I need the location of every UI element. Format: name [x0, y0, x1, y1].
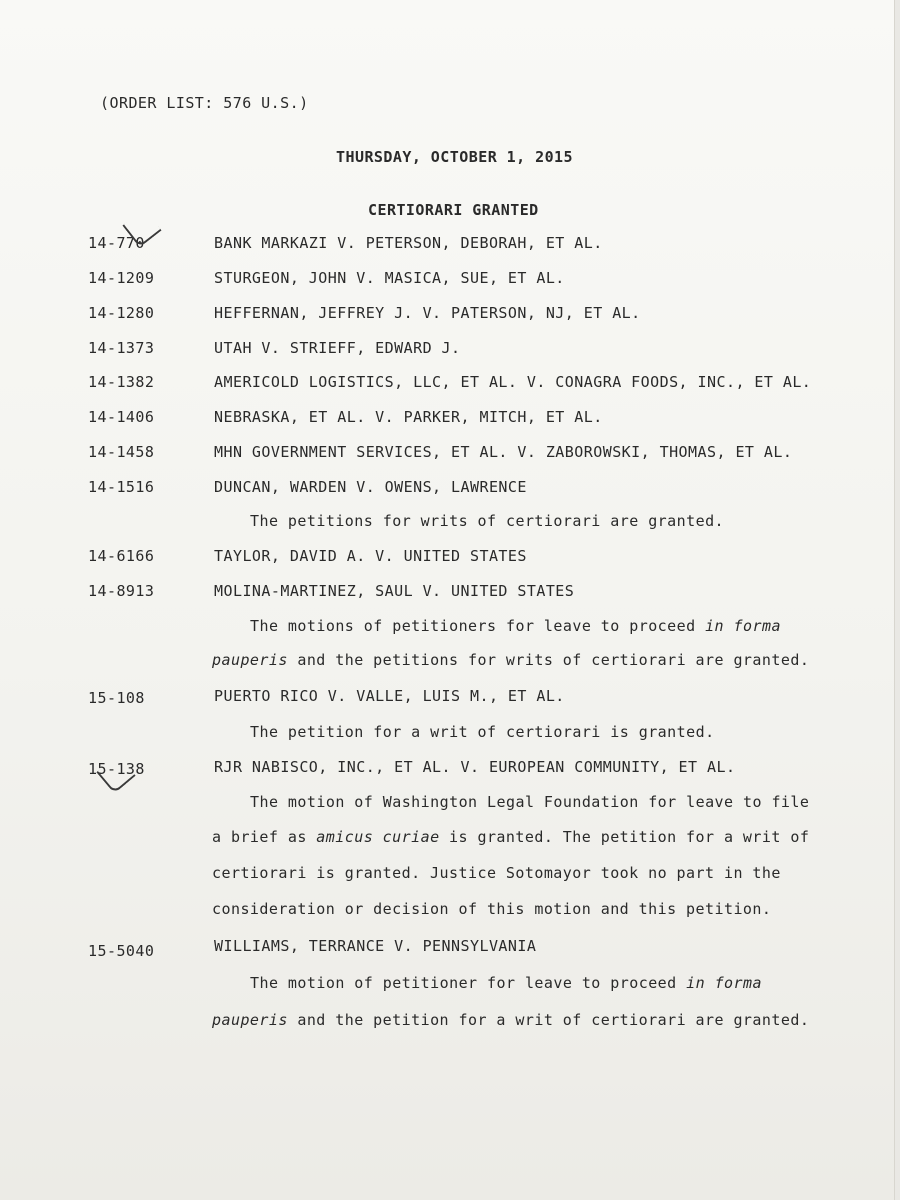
case-number: 15-138 — [88, 760, 145, 778]
case-number: 15-5040 — [88, 942, 155, 960]
case-number: 14-1458 — [88, 443, 155, 461]
order-date: THURSDAY, OCTOBER 1, 2015 — [336, 148, 574, 166]
order-text — [212, 651, 809, 669]
case-number: 14-1406 — [88, 408, 155, 426]
case-parties: HEFFERNAN, JEFFREY J. V. PATERSON, NJ, ET AL. — [214, 304, 641, 322]
section-title: CERTIORARI GRANTED — [368, 201, 539, 219]
case-parties: NEBRASKA, ET AL. V. PARKER, MITCH, ET AL. — [214, 408, 603, 426]
case-number: 14-1280 — [88, 304, 155, 322]
italic-term: in forma — [705, 617, 781, 635]
case-parties: MHN GOVERNMENT SERVICES, ET AL. V. ZABOROWSKI, THOMAS, ET AL. — [214, 443, 793, 461]
order-text: The motion of Washington Legal Foundation for leave to file — [250, 793, 810, 811]
order-text — [250, 617, 781, 635]
case-number: 15-108 — [88, 689, 145, 707]
order-text-segment: is granted. The petition for a writ of — [439, 828, 810, 846]
case-number: 14-1373 — [88, 339, 155, 357]
order-text-segment: The motion of petitioner for leave to proceed — [250, 974, 687, 992]
case-parties: AMERICOLD LOGISTICS, LLC, ET AL. V. CONAGRA FOODS, INC., ET AL. — [214, 373, 812, 391]
order-text — [250, 974, 762, 992]
italic-term: in forma — [686, 974, 762, 992]
order-list-heading: (ORDER LIST: 576 U.S.) — [100, 94, 309, 112]
case-parties: MOLINA-MARTINEZ, SAUL V. UNITED STATES — [214, 582, 575, 600]
order-text-segment: a brief as — [212, 828, 317, 846]
case-parties: UTAH V. STRIEFF, EDWARD J. — [214, 339, 461, 357]
case-number: 14-1382 — [88, 373, 155, 391]
italic-term: pauperis — [212, 651, 288, 669]
order-text: The petitions for writs of certiorari are granted. — [250, 512, 725, 530]
order-text: certiorari is granted. Justice Sotomayor took no part in the — [212, 864, 781, 882]
case-parties: STURGEON, JOHN V. MASICA, SUE, ET AL. — [214, 269, 565, 287]
italic-term: pauperis — [212, 1011, 288, 1029]
order-text-segment: The motions of petitioners for leave to proceed — [250, 617, 706, 635]
case-parties: RJR NABISCO, INC., ET AL. V. EUROPEAN COMMUNITY, ET AL. — [214, 758, 736, 776]
italic-term: amicus curiae — [316, 828, 440, 846]
order-text — [212, 828, 809, 846]
case-parties: DUNCAN, WARDEN V. OWENS, LAWRENCE — [214, 478, 527, 496]
case-number: 14-770 — [88, 234, 145, 252]
case-number: 14-1209 — [88, 269, 155, 287]
case-parties: PUERTO RICO V. VALLE, LUIS M., ET AL. — [214, 687, 565, 705]
order-text-segment: and the petition for a writ of certiorari are granted. — [287, 1011, 810, 1029]
order-text — [212, 1011, 809, 1029]
case-number: 14-6166 — [88, 547, 155, 565]
case-parties: BANK MARKAZI V. PETERSON, DEBORAH, ET AL. — [214, 234, 603, 252]
order-text: consideration or decision of this motion and this petition. — [212, 900, 772, 918]
case-parties: WILLIAMS, TERRANCE V. PENNSYLVANIA — [214, 937, 537, 955]
order-text: The petition for a writ of certiorari is granted. — [250, 723, 715, 741]
case-parties: TAYLOR, DAVID A. V. UNITED STATES — [214, 547, 527, 565]
case-number: 14-1516 — [88, 478, 155, 496]
order-text-segment: and the petitions for writs of certiorari are granted. — [287, 651, 810, 669]
case-number: 14-8913 — [88, 582, 155, 600]
